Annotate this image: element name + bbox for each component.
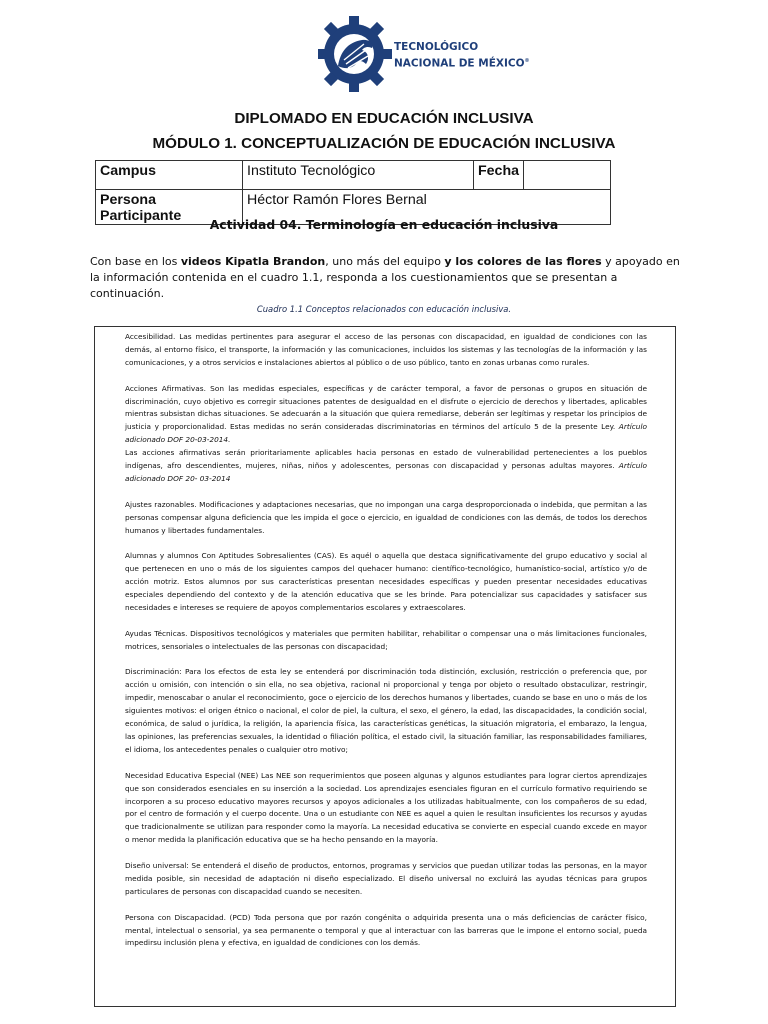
table-caption: Cuadro 1.1 Conceptos relacionados con educación inclusiva. — [256, 304, 512, 314]
intro-bold-flores: y los colores de las flores — [444, 255, 602, 268]
acciones-ref-2: Artículo adicionado DOF 20- 03-2014 — [125, 461, 647, 483]
concept-acciones-afirmativas — [125, 383, 647, 448]
logo-line-1: TECNOLÓGICO — [394, 41, 479, 53]
acciones-text-2: Las acciones afirmativas serán prioritariamente aplicables hacia personas en estado de vulnerabilidad pertenecientes a los pueblos indígenas, afro descendientes, mujeres, niñas, niños y adolescentes, personas con discapacidad y personas adultas mayores. — [125, 448, 647, 471]
persona-label: Persona Participante — [96, 190, 243, 225]
concept-accesibilidad: Accesibilidad. Las medidas pertinentes para asegurar el acceso de las personas con discapacidad, en igualdad de condiciones con las demás, al entorno físico, el transporte, la información y las comunicaciones, incluidos los sistemas y las tecnologías de la información y las comunicaciones, y a otros servicios e instalaciones abiertos al público o de uso público, tanto en zonas urbanas como rurales. — [125, 332, 647, 367]
concepts-content — [125, 331, 647, 963]
diplomado-title: DIPLOMADO EN EDUCACIÓN INCLUSIVA — [234, 110, 534, 127]
intro-text-2: , uno más del equipo — [325, 255, 445, 268]
concept-discriminacion: Discriminación: Para los efectos de esta ley se entenderá por discriminación toda distinción, exclusión, restricción o preferencia que, por acción u omisión, con intención o sin ella, no sea objetiva, racional ni proporcional y tenga por objeto o resultado obstaculizar, restringir, impedir, menoscabar o anular el reconocimiento, goce o ejercicio de los derechos humanos y libertades, cuando se base en uno o más de los siguientes motivos: el origen étnico o nacional, el color de piel, la cultura, el sexo, el género, la edad, las discapacidades, la condición social, económica, de salud o jurídica, la religión, la apariencia física, las características genéticas, la situación migratoria, el embarazo, la lengua, las opiniones, las preferencias sexuales, la identidad o filiación política, el estado civil, la situación familiar, las responsabilidades familiares, el idioma, los antecedentes penales o cualquier otro motivo; — [125, 667, 647, 754]
concept-pcd: Persona con Discapacidad. (PCD) Toda persona que por razón congénita o adquirida presenta una o más deficiencias de carácter físico, mental, intelectual o sensorial, ya sea permanente o temporal y que al interactuar con las barreras que le impone el entorno social, pueda impedirsu inclusión plena y efectiva, en igualdad de condiciones con los demás. — [125, 912, 647, 948]
table-row — [96, 161, 611, 190]
participant-info-table — [95, 160, 611, 225]
concept-diseno-universal: Diseño universal: Se entenderá el diseño de productos, entornos, programas y servicios que puedan utilizar todas las personas, en la mayor medida posible, sin necesidad de adaptación ni diseño especializado. El diseño universal no excluirá las ayudas técnicas para grupos particulares de personas con discapacidad cuando se necesiten. — [125, 861, 647, 896]
fecha-label: Fecha — [474, 161, 524, 190]
acciones-ref-1: Artículo adicionado DOF 20-03-2014. — [125, 422, 647, 445]
registered-mark: ® — [524, 58, 530, 64]
fecha-value — [524, 161, 611, 190]
campus-value: Instituto Tecnológico — [243, 161, 474, 190]
activity-title: Actividad 04. Terminología en educación inclusiva — [209, 217, 559, 232]
intro-text-3: y apoyado en la información contenida en el cuadro 1.1, responda a los cuestionamientos que se presentan a continuación. — [90, 255, 680, 300]
concept-nee: Necesidad Educativa Especial (NEE) Las NEE son requerimientos que poseen algunas y algunos estudiantes para lograr ciertos aprendizajes que son considerados esenciales en su inserción a la sociedad. Los aprendizajes esenciales figuran en el currículo formativo requiriendo se incorporen a su proceso educativo mayores recursos y apoyos adicionales a los utilizadas habitualmente, con los compañeros de su edad, por el centro de formación y el cuerpo docente. Una o un estudiante con NEE es aquel a quien le resultan insuficientes los recursos y ayudas que tradicionalmente se utilizan para responder como la mayoría. La necesidad educativa se convierte en especial cuando excede en mayor o menor medida la planificación educativa que se ha hecho pensando en la mayoría. — [125, 770, 647, 845]
campus-label: Campus — [96, 161, 243, 190]
concept-acciones-afirmativas-2 — [125, 447, 647, 486]
tecnm-emblem-icon — [318, 14, 394, 96]
logo-wordmark — [394, 40, 530, 71]
intro-paragraph — [90, 254, 690, 302]
intro-bold-videos: videos Kipatla Brandon — [180, 255, 326, 268]
persona-value: Héctor Ramón Flores Bernal — [243, 190, 611, 225]
concepts-box — [94, 326, 676, 1007]
tecnm-logo — [318, 14, 530, 96]
logo-line-2: NACIONAL DE MÉXICO — [394, 57, 525, 70]
modulo-title: MÓDULO 1. CONCEPTUALIZACIÓN DE EDUCACIÓN INCLUSIVA — [152, 135, 616, 152]
acciones-text-1: Acciones Afirmativas. Son las medidas especiales, específicas y de carácter temporal, a favor de personas o grupos en situación de discriminación, cuyo objetivo es corregir situaciones patentes de desigualdad en el disfrute o ejercicio de derechos y libertades, aplicables mientras subsistan dichas situaciones. Se adecuarán a la situación que quiera remediarse, deberán ser legítimas y respetar los principios de justicia y proporcionalidad. Estas medidas no serán consideradas discriminatorias en términos del artículo 5 de la presente Ley. — [125, 383, 647, 432]
concept-ayudas-tecnicas: Ayudas Técnicas. Dispositivos tecnológicos y materiales que permiten habilitar, rehabilitar o compensar una o más limitaciones funcionales, motrices, sensoriales o intelectuales de las personas con discapacidad; — [125, 628, 647, 651]
concept-ajustes-razonables: Ajustes razonables. Modificaciones y adaptaciones necesarias, que no impongan una carga desproporcionada o indebida, que permitan a las personas compensar alguna deficiencia que les impida el goce o ejercicio, en igualdad de condiciones con las demás, de todos los derechos humanos y libertades fundamentales. — [125, 499, 647, 535]
intro-text-1: Con base en los — [90, 255, 181, 268]
concept-cas: Alumnas y alumnos Con Aptitudes Sobresalientes (CAS). Es aquél o aquella que destaca significativamente del grupo educativo y social al que pertenecen en uno o más de los siguientes campos del quehacer humano: científico-tecnológico, humanístico-social, artístico y/o de acción motriz. Estos alumnos por sus características presentan necesidades específicas y pueden presentar necesidades educativas especiales dependiendo del contexto y de la atención educativa que se les brinde. Para potencializar sus capacidades y satisfacer sus necesidades e intereses se requiere de apoyos complementarios escolares y extraescolares. — [125, 551, 647, 612]
